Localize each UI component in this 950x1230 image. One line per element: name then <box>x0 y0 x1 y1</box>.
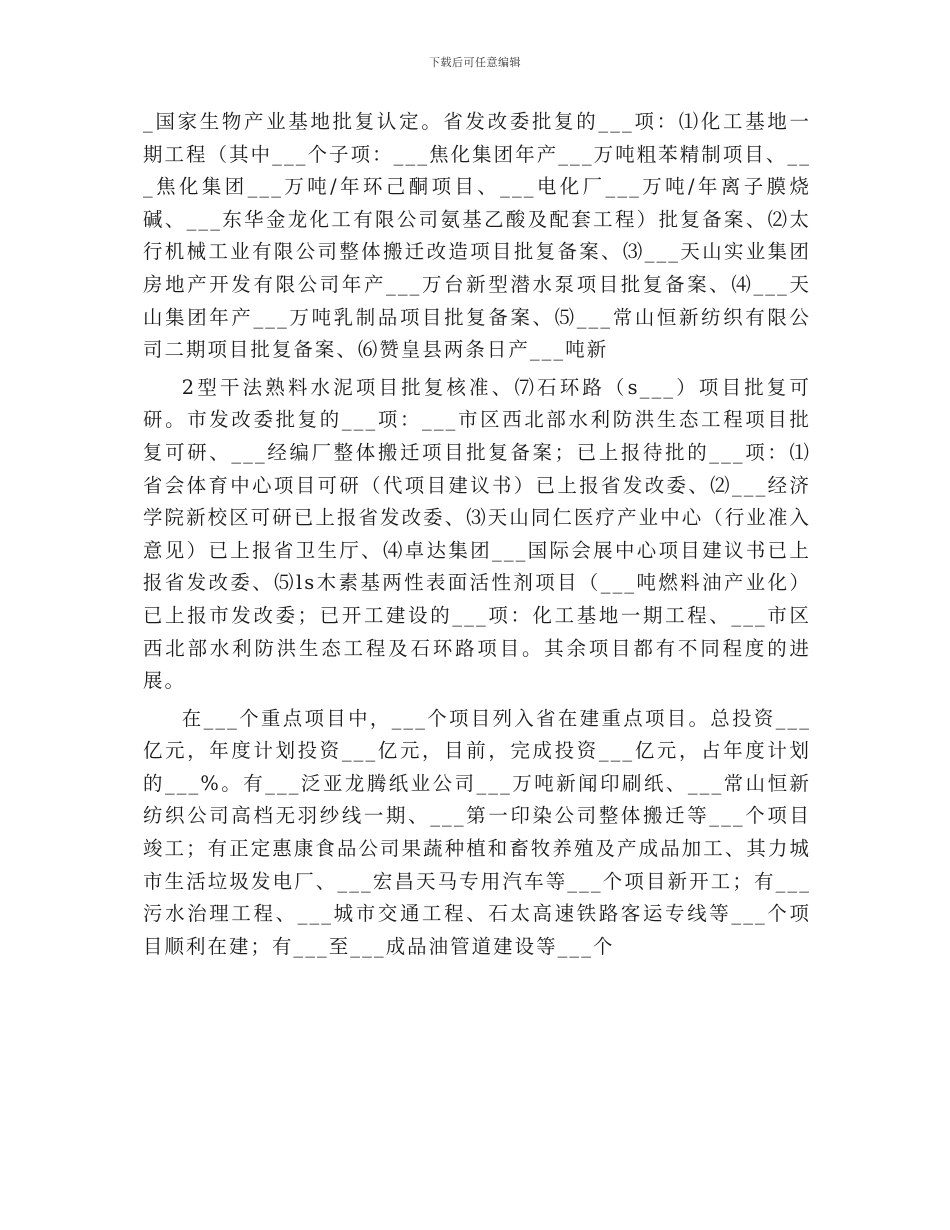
document-body <box>143 106 811 963</box>
paragraph-1: _国家生物产业基地批复认定。省发改委批复的___项：⑴化工基地一期工程（其中___个子项：___焦化集团年产___万吨粗苯精制项目、__ _焦化集团___万吨/年环己酮项目、___电化厂___万吨/年离子膜烧碱、___东华金龙化工有限公司氨基乙酸及配套工程）批复备案、⑵太行机械工业有限公司整体搬迁改造项目批复备案、⑶___天山实业集团房地产开发有限公司年产___万台新型潜水泵项目批复备案、⑷___天山集团年产___万吨乳制品项目批复备案、⑸___常山恒新纺织有限公司二期项目批复备案、⑹赞皇县两条日产___吨新 <box>143 110 811 362</box>
paragraph-2: 2型干法熟料水泥项目批复核准、⑺石环路（s___）项目批复可研。市发改委批复的___项：___市区西北部水利防洪生态工程项目批复可研、___经编厂整体搬迁项目批复备案；已上报待批的___项：⑴省会体育中心项目可研（代项目建议书）已上报省发改委、⑵___经济学院新校区可研已上报省发改委、⑶天山同仁医疗产业中心（行业准入意见）已上报省卫生厅、⑷卓达集团___国际会展中心项目建议书已上报省发改委、⑸ls木素基两性表面活性剂项目（___吨燃料油产业化）已上报市发改委；已开工建设的___项：化工基地一期工程、___市区西北部水利防洪生态工程及石环路项目。其余项目都有不同程度的进展。 <box>143 375 811 693</box>
paragraph-3: 在___个重点项目中，___个项目列入省在建重点项目。总投资___亿元，年度计划投资___亿元，目前，完成投资___亿元，占年度计划的___%。有___泛亚龙腾纸业公司___万吨新闻印刷纸、___常山恒新纺织公司高档无羽纱线一期、___第一印染公司整体搬迁等___个项目竣工；有正定惠康食品公司果蔬种植和畜牧养殖及产成品加工、其力城市生活垃圾发电厂、___宏昌天马专用汽车等___个项目新开工；有___污水治理工程、___城市交通工程、石太高速铁路客运专线等___个项目顺利在建；有___至___成品油管道建设等___个 <box>143 706 811 958</box>
page-header: 下载后可任意编辑 <box>429 56 521 69</box>
